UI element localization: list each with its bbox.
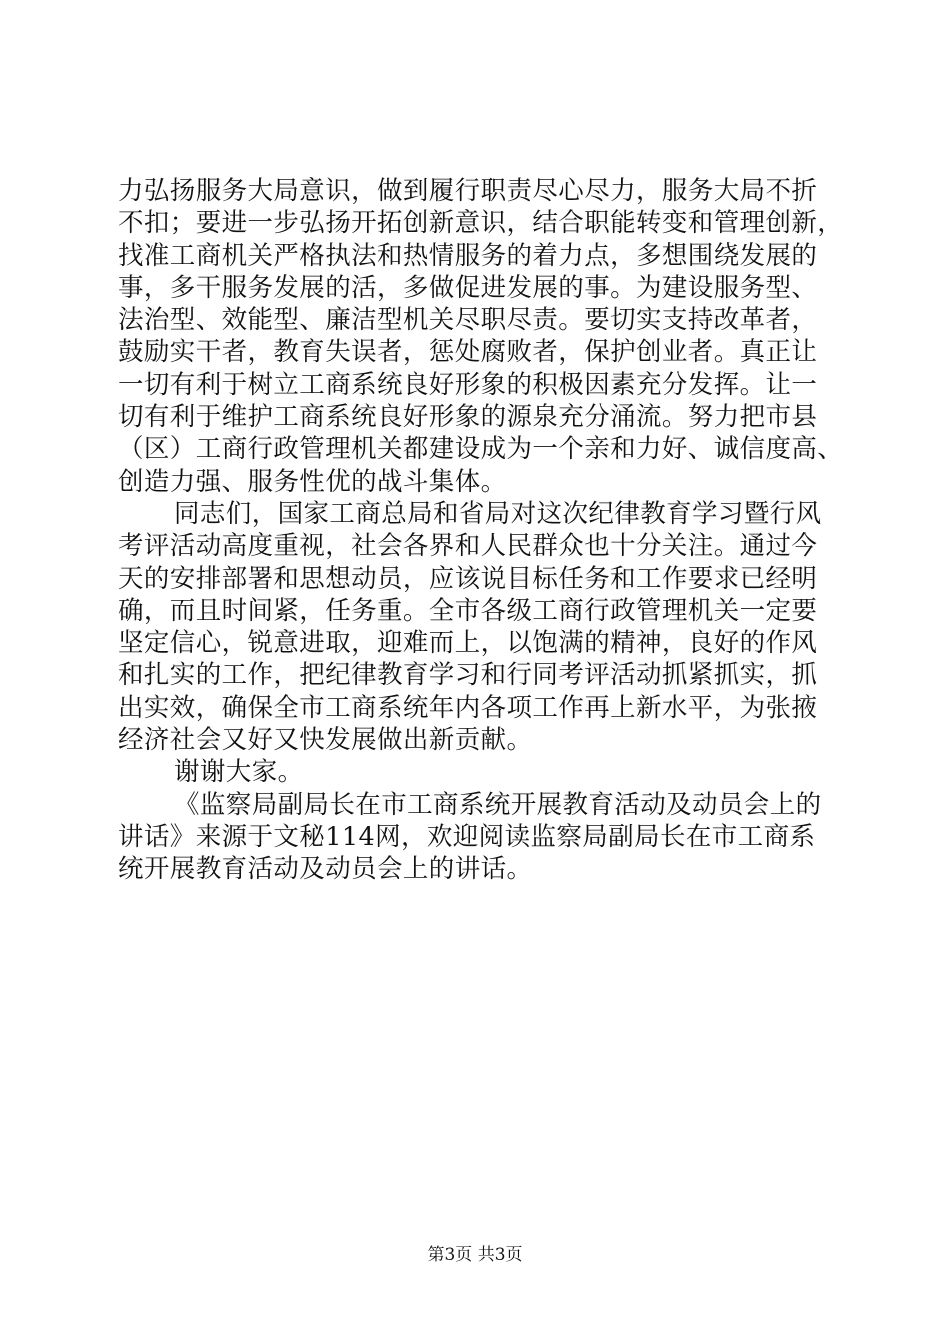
paragraph-1-line-1: 力弘扬服务大局意识，做到履行职责尽心尽力，服务大局不折 (118, 176, 818, 206)
paragraph-1-line-7: 一切有利于树立工商系统良好形象的积极因素充分发挥。让一 (118, 369, 818, 400)
paragraph-1-line-8: 切有利于维护工商系统良好形象的源泉充分涌流。努力把市县 (118, 402, 818, 433)
paragraph-1-line-9: （区）工商行政管理机关都建设成为一个亲和力好、诚信度高、 (118, 434, 844, 465)
paragraph-1-line-6: 鼓励实干者，教育失误者，惩处腐败者，保护创业者。真正让 (118, 337, 818, 368)
paragraph-4-line-3: 统开展教育活动及动员会上的讲话。 (118, 854, 533, 885)
page-footer (0, 1244, 950, 1266)
paragraph-2-line-3: 天的安排部署和思想动员，应该说目标任务和工作要求已经明 (118, 563, 818, 594)
paragraph-1-line-4: 事，多干服务发展的活，多做促进发展的事。为建设服务型、 (118, 272, 818, 303)
paragraph-4-line-1: 《监察局副局长在市工商系统开展教育活动及动员会上的 (174, 789, 822, 820)
paragraph-1-line-5: 法治型、效能型、廉洁型机关尽职尽责。要切实支持改革者， (118, 305, 818, 336)
paragraph-2-line-6: 和扎实的工作，把纪律教育学习和行同考评活动抓紧抓实，抓 (118, 660, 818, 691)
paragraph-4-line-2: 讲话》来源于文秘114网，欢迎阅读监察局副局长在市工商系 (118, 821, 816, 852)
paragraph-2-line-8: 经济社会又好又快发展做出新贡献。 (118, 725, 533, 756)
paragraph-1-line-10: 创造力强、服务性优的战斗集体。 (118, 466, 507, 497)
document-body (118, 175, 844, 886)
paragraph-1-line-3: 找准工商机关严格执法和热情服务的着力点，多想围绕发展的 (118, 240, 818, 271)
paragraph-3-line-1: 谢谢大家。 (174, 757, 304, 788)
paragraph-1-line-2: 不扣；要进一步弘扬开拓创新意识，结合职能转变和管理创新， (118, 208, 844, 239)
paragraph-2-line-1: 同志们，国家工商总局和省局对这次纪律教育学习暨行风 (174, 498, 822, 529)
paragraph-2-line-5: 坚定信心，锐意进取，迎难而上，以饱满的精神，良好的作风 (118, 628, 818, 659)
paragraph-2-line-2: 考评活动高度重视，社会各界和人民群众也十分关注。通过今 (118, 531, 818, 562)
page-number-label: 第3页 共3页 (427, 1245, 523, 1265)
paragraph-2-line-7: 出实效，确保全市工商系统年内各项工作再上新水平，为张掖 (118, 692, 818, 723)
paragraph-2-line-4: 确，而且时间紧，任务重。全市各级工商行政管理机关一定要 (118, 595, 818, 626)
